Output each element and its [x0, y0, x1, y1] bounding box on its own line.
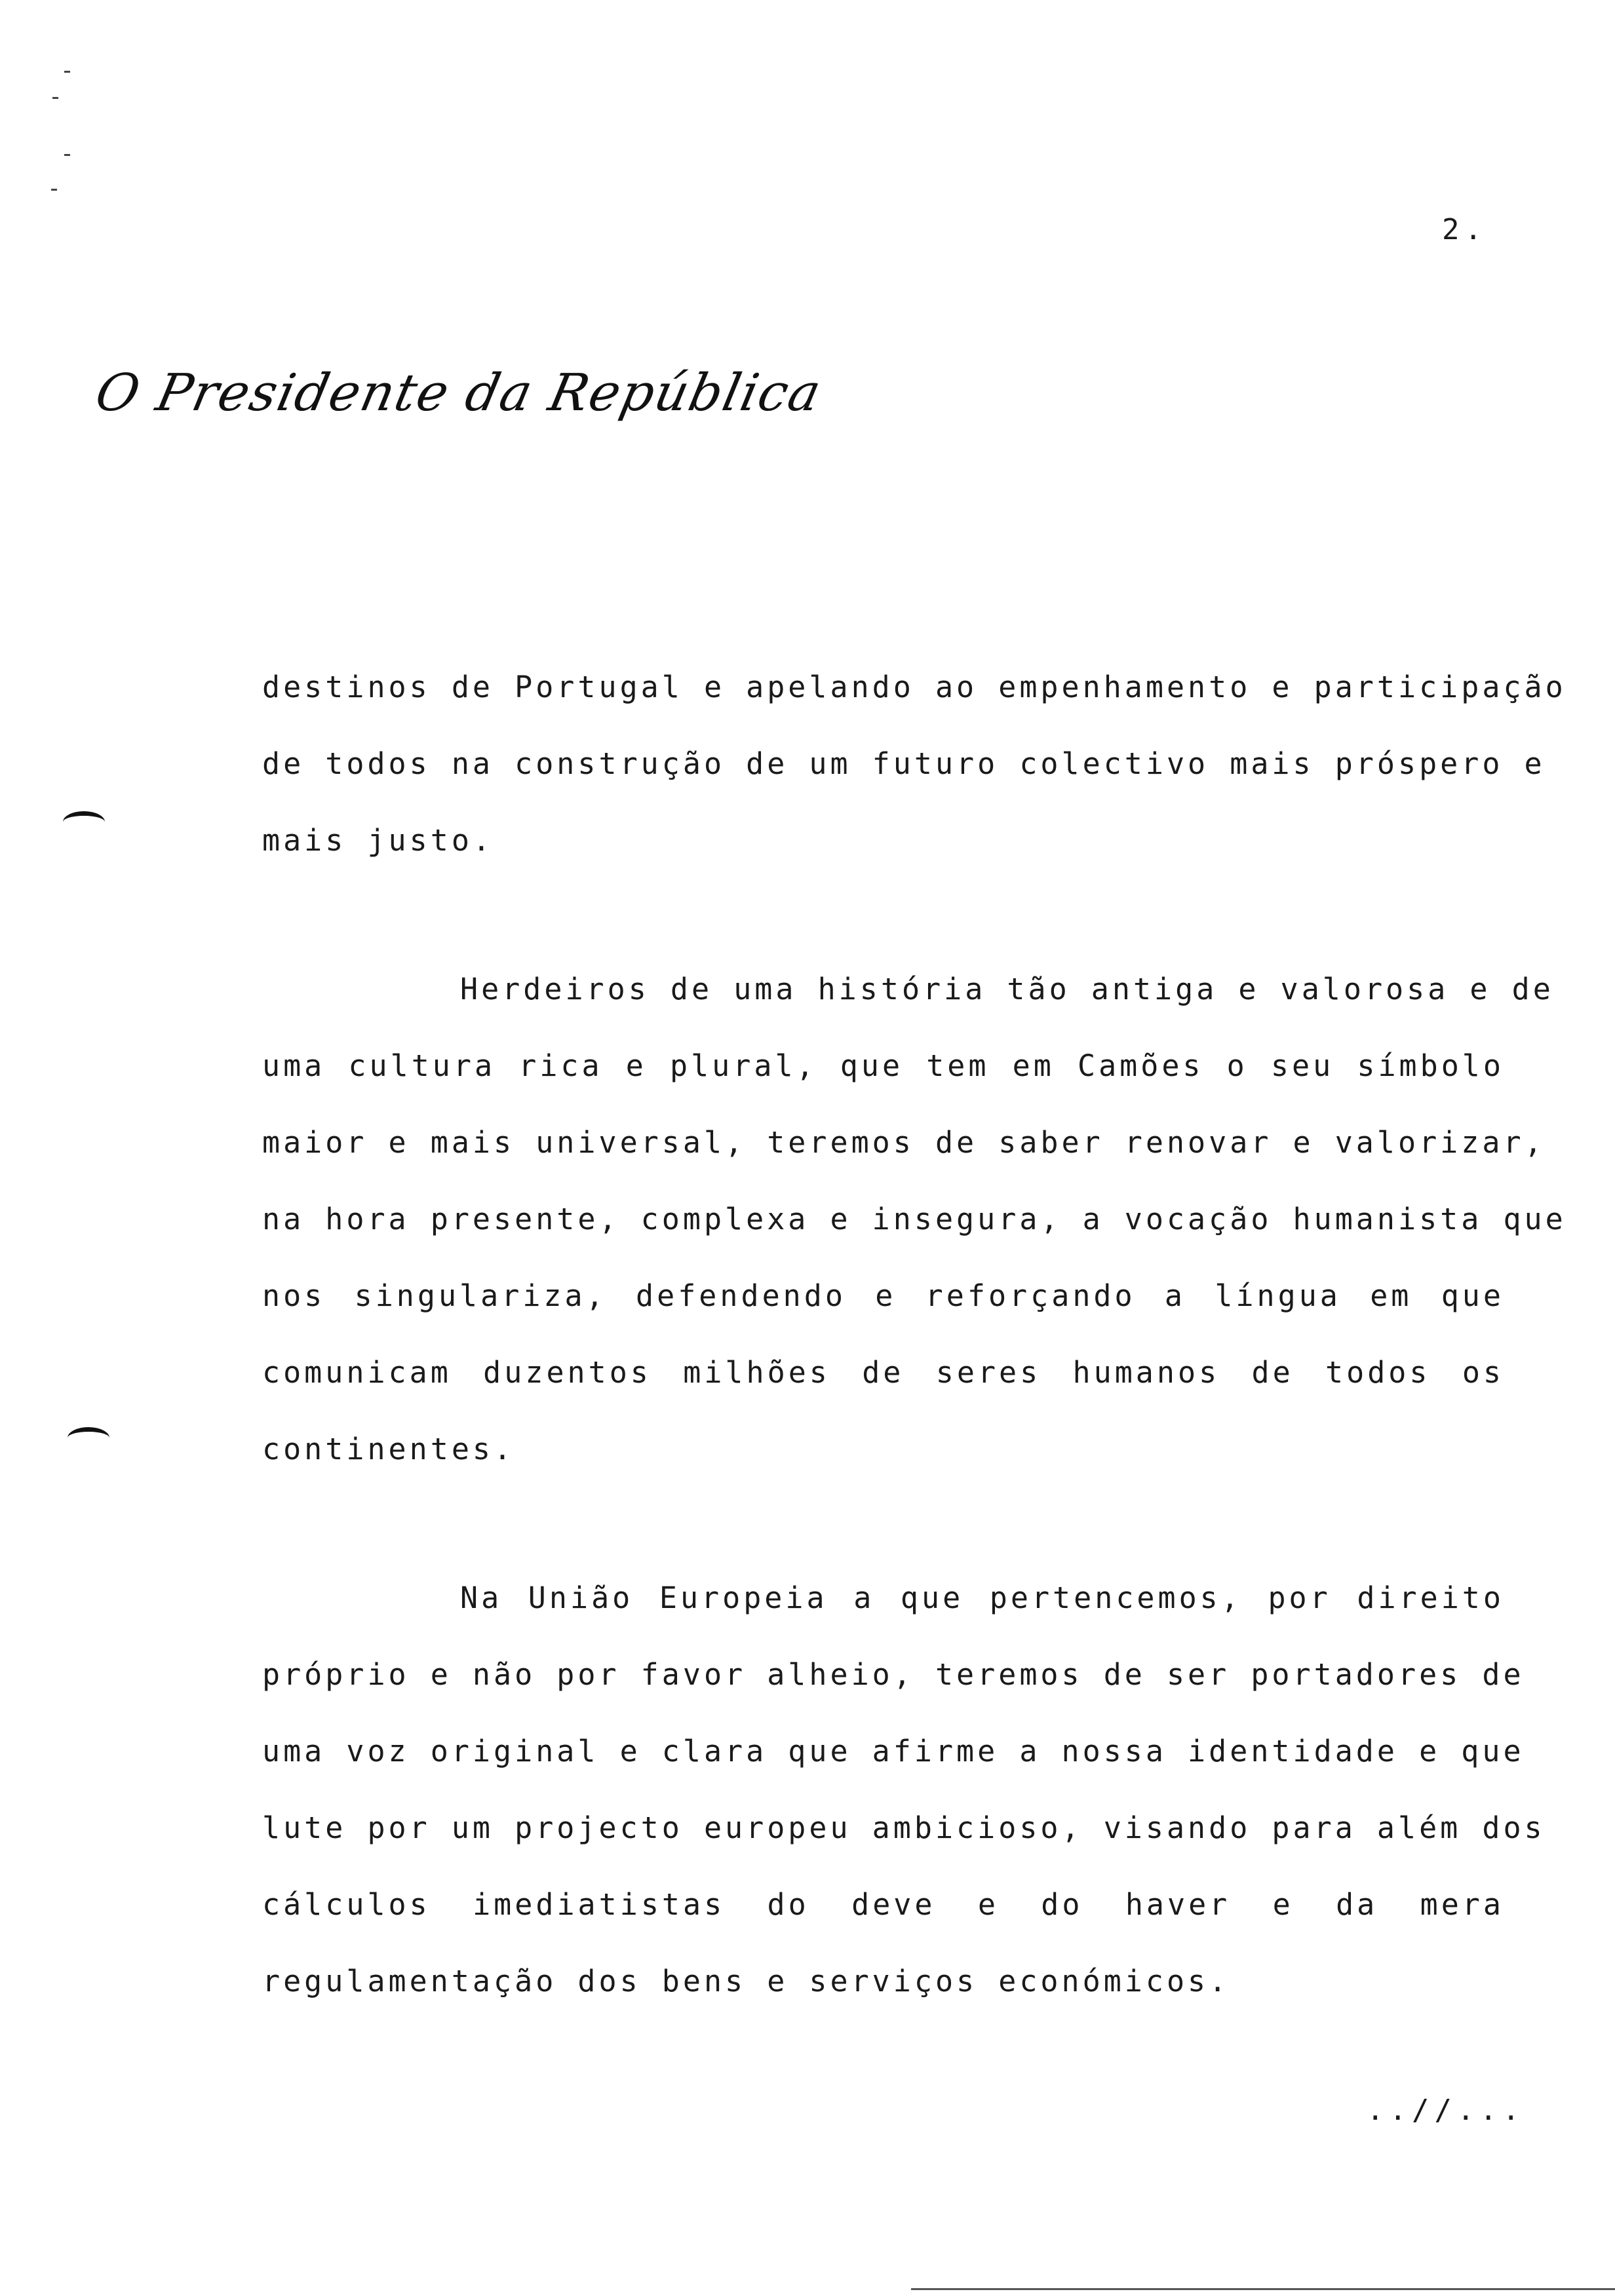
- scan-speck: [64, 71, 70, 73]
- continuation-mark: ..//...: [1367, 2094, 1525, 2127]
- text-line: nos singulariza, defendendo e reforçando a língua em que: [262, 1278, 1504, 1313]
- text-line: uma cultura rica e plural, que tem em Camões o seu símbolo: [262, 1048, 1504, 1083]
- punch-hole-mark: [63, 811, 105, 833]
- text-line: Herdeiros de uma história tão antiga e valorosa e de: [460, 972, 1554, 1006]
- text-line: mais justo.: [262, 823, 494, 858]
- text-line: próprio e não por favor alheio, teremos de ser portadores de: [262, 1657, 1525, 1692]
- text-line: destinos de Portugal e apelando ao empenhamento e participação: [262, 670, 1566, 704]
- body-text: [262, 649, 1566, 2092]
- text-line: regulamentação dos bens e serviços económicos.: [262, 1964, 1230, 1999]
- scan-speck: [64, 154, 70, 156]
- text-line: uma voz original e clara que afirme a nossa identidade e que: [262, 1734, 1525, 1769]
- scan-speck: [52, 97, 58, 99]
- scan-edge-line: [911, 2288, 1615, 2290]
- text-line: continentes.: [262, 1432, 515, 1466]
- letterhead-title: O Presidente da República: [90, 364, 827, 423]
- text-line: Na União Europeia a que pertencemos, por direito: [460, 1580, 1504, 1615]
- text-line: maior e mais universal, teremos de saber renovar e valorizar,: [262, 1125, 1546, 1160]
- text-line: comunicam duzentos milhões de seres humanos de todos os: [262, 1355, 1504, 1390]
- paragraph: [262, 649, 1566, 879]
- page-number: 2.: [1442, 213, 1487, 246]
- text-line: cálculos imediatistas do deve e do haver e da mera: [262, 1887, 1504, 1922]
- paragraph: [262, 951, 1566, 1487]
- paragraph: [262, 1559, 1546, 2019]
- text-line: de todos na construção de um futuro colectivo mais próspero e: [262, 746, 1546, 781]
- scan-speck: [51, 189, 57, 191]
- punch-hole-mark: [68, 1427, 109, 1449]
- text-line: na hora presente, complexa e insegura, a vocação humanista que: [262, 1202, 1566, 1236]
- text-line: lute por um projecto europeu ambicioso, visando para além dos: [262, 1810, 1546, 1845]
